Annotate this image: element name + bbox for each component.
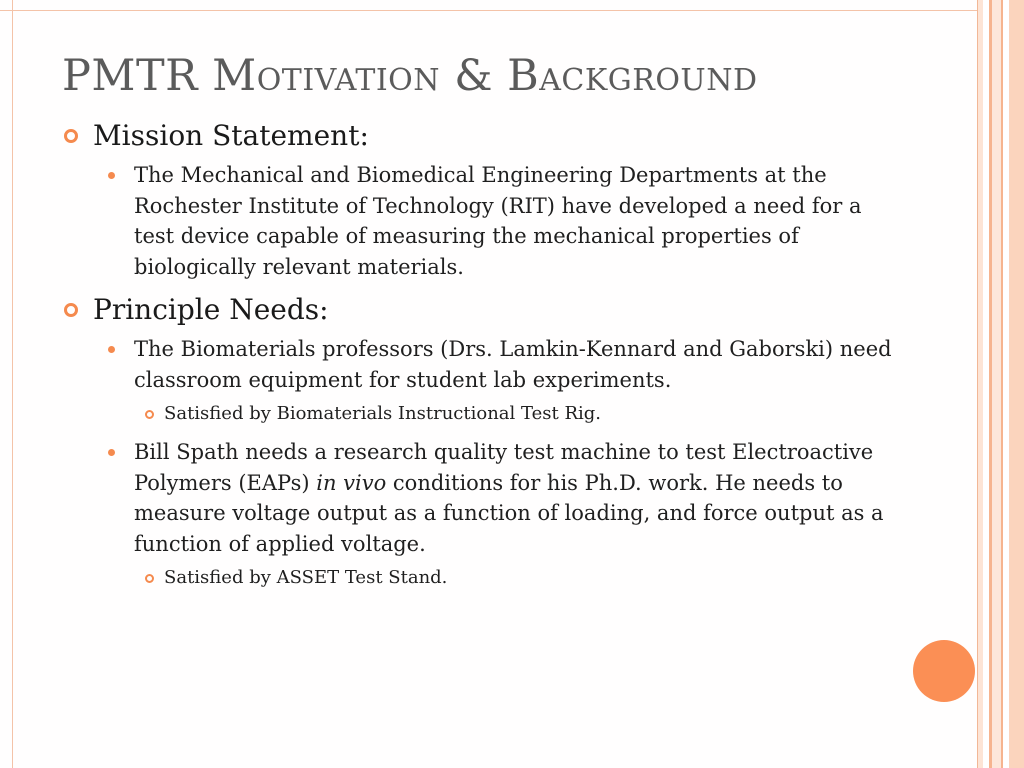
slide-frame-top [0,0,977,11]
dot-bullet-icon [108,172,115,179]
ring-bullet-icon [64,129,78,143]
need-2-text-before: Bill Spath needs a research quality test machine to test Electroactive Polymers (EAPs) [134,440,874,495]
slide-frame-left [0,0,13,768]
bullet-level2-need-1 [62,334,902,395]
slide-title: PMTR Motivation & Background [62,51,758,101]
bullet-level2-mission-text [62,160,902,282]
mission-heading: Mission Statement: [93,119,369,152]
need-2-sub-text: Satisfied by ASSET Test Stand. [164,567,448,588]
decorative-circle [913,640,975,702]
stripe [1009,0,1024,768]
ring-bullet-small-icon [145,574,154,583]
stripe [992,0,1001,768]
need-1-text: The Biomaterials professors (Drs. Lamkin-Kennard and Gaborski) need classroom equipment for student lab experiments. [134,337,892,392]
bullet-level3-need-1-sub [62,401,902,427]
needs-heading: Principle Needs: [93,293,329,326]
ring-bullet-icon [64,303,78,317]
dot-bullet-icon [108,449,115,456]
decorative-stripes [977,0,1024,768]
need-2-text-italic: in vivo [316,470,387,495]
ring-bullet-small-icon [145,410,154,419]
bullet-level2-need-2 [62,437,902,559]
bullet-level3-need-2-sub [62,565,902,591]
bullet-level1-mission [62,120,902,152]
mission-text: The Mechanical and Biomedical Engineering Departments at the Rochester Institute of Technology (RIT) have developed a need for a test device capable of measuring the mechanical properties of biologically relevant materials. [134,163,862,279]
bullet-level1-needs [62,294,902,326]
dot-bullet-icon [108,346,115,353]
need-1-sub-text: Satisfied by Biomaterials Instructional Test Rig. [164,403,602,424]
need-2-text-after: conditions for his Ph.D. work. He needs to measure voltage output as a function of loading, and force output as a function of applied voltage. [134,470,884,556]
slide-content [62,120,902,601]
